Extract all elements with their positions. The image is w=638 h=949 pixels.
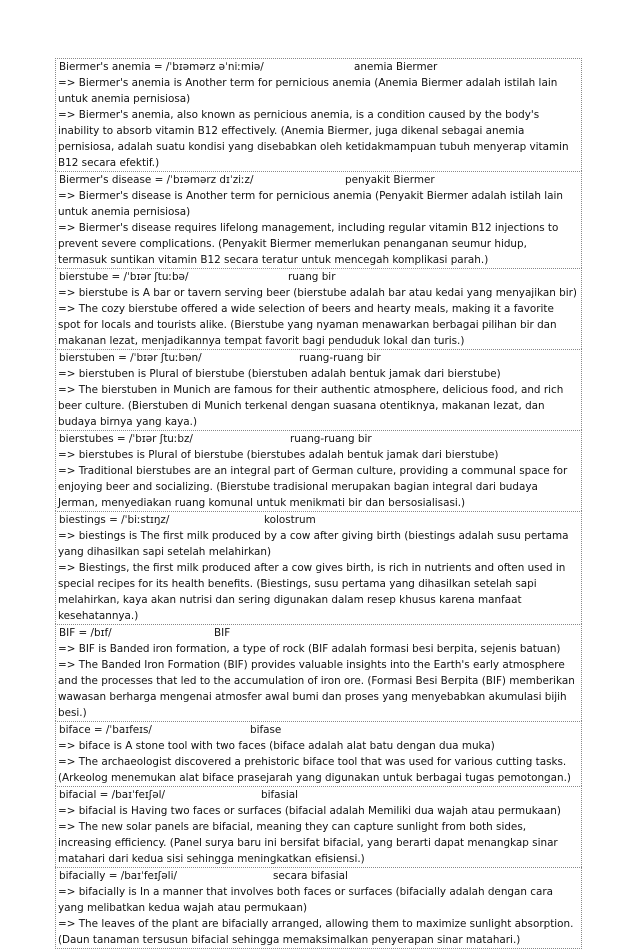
entry-definition: => bierstubes is Plural of bierstube (bierstubes adalah bentuk jamak dari bierstube)	[58, 449, 499, 461]
entry-term: bifacial = /baɪˈfeɪʃəl/	[59, 789, 166, 801]
entry-translation: bifase	[250, 724, 282, 736]
entry-example: => Biermer's disease requires lifelong management, including regular vitamin B12 injections to prevent severe complications. (Penyakit Biermer memerlukan penanganan seumur hidup, termasuk suntikan vitamin B12 secara teratur untuk mencegah komplikasi parah.)	[58, 222, 559, 266]
entry-translation: kolostrum	[264, 514, 316, 526]
vocabulary-list	[55, 58, 582, 949]
entry-definition: => bifacially is In a manner that involves both faces or surfaces (bifacially adalah dengan cara yang melibatkan kedua wajah atau permukaan)	[58, 886, 553, 914]
entry-definition: => Biermer's anemia is Another term for pernicious anemia (Anemia Biermer adalah istilah lain untuk anemia pernisiosa)	[58, 77, 558, 105]
entry-translation: ruang bir	[288, 271, 336, 283]
entry-translation: ruang-ruang bir	[299, 352, 381, 364]
entry-term: Biermer's disease = /ˈbɪəmərz dɪˈziːz/	[59, 174, 254, 186]
entry-example: => The new solar panels are bifacial, meaning they can capture sunlight from both sides, increasing efficiency. (Panel surya baru ini bersifat bifacial, yang berarti dapat menangkap sinar matahari dari kedua sisi sehingga meningkatkan efisiensi.)	[58, 821, 558, 865]
entry-example: => The archaeologist discovered a prehistoric biface tool that was used for various cutting tasks. (Arkeolog menemukan alat biface prasejarah yang digunakan untuk berbagai tugas pemotongan.)	[58, 756, 571, 784]
entry-term: BIF = /bɪf/	[59, 627, 112, 639]
entry-translation: bifasial	[261, 789, 299, 801]
entry-bierstubes	[55, 430, 582, 511]
entry-biface	[55, 721, 582, 786]
entry-example: => The Banded Iron Formation (BIF) provides valuable insights into the Earth's early atmosphere and the processes that led to the accumulation of iron ore. (Formasi Besi Berpita (BIF) memberikan wawasan berharga mengenai atmosfer awal bumi dan proses yang menyebabkan akumulasi bijih besi.)	[58, 659, 575, 719]
entry-translation: ruang-ruang bir	[290, 433, 372, 445]
entry-definition: => bifacial is Having two faces or surfaces (bifacial adalah Memiliki dua wajah atau permukaan)	[58, 805, 561, 817]
entry-example: => The leaves of the plant are bifacially arranged, allowing them to maximize sunlight absorption. (Daun tanaman tersusun bifacial sehingga memaksimalkan penyerapan sinar matahari.)	[58, 918, 574, 946]
entry-biestings	[55, 511, 582, 624]
entry-term: bifacially = /baɪˈfeɪʃəli/	[59, 870, 177, 882]
entry-term: biface = /ˈbaɪfeɪs/	[59, 724, 152, 736]
entry-example: => Biermer's anemia, also known as pernicious anemia, is a condition caused by the body's inability to absorb vitamin B12 effectively. (Anemia Biermer, juga dikenal sebagai anemia pernisiosa, adalah suatu kondisi yang disebabkan oleh ketidakmampuan tubuh menyerap vitamin B12 secara efektif.)	[58, 109, 569, 169]
entry-definition: => bierstube is A bar or tavern serving beer (bierstube adalah bar atau kedai yang menyajikan bir)	[58, 287, 577, 299]
entry-example: => The bierstuben in Munich are famous for their authentic atmosphere, delicious food, and rich beer culture. (Bierstuben di Munich terkenal dengan suasana otentiknya, makanan lezat, dan budaya birnya yang kaya.)	[58, 384, 564, 428]
entry-translation: BIF	[214, 627, 231, 639]
entry-translation: anemia Biermer	[354, 61, 438, 73]
entry-translation: secara bifasial	[273, 870, 348, 882]
entry-definition: => BIF is Banded iron formation, a type of rock (BIF adalah formasi besi berpita, sejenis batuan)	[58, 643, 561, 655]
entry-definition: => bierstuben is Plural of bierstube (bierstuben adalah bentuk jamak dari bierstube)	[58, 368, 501, 380]
entry-definition: => Biermer's disease is Another term for pernicious anemia (Penyakit Biermer adalah istilah lain untuk anemia pernisiosa)	[58, 190, 563, 218]
entry-bierstuben	[55, 349, 582, 430]
entry-term: Biermer's anemia = /ˈbɪəmərz əˈniːmiə/	[59, 61, 264, 73]
entry-bierstube	[55, 268, 582, 349]
entry-term: bierstube = /ˈbɪər ʃtuːbə/	[59, 271, 189, 283]
entry-biermers-disease	[55, 171, 582, 268]
entry-biermers-anemia	[55, 58, 582, 171]
entry-definition: => biestings is The first milk produced by a cow after giving birth (biestings adalah susu pertama yang dihasilkan sapi setelah melahirkan)	[58, 530, 569, 558]
entry-term: bierstuben = /ˈbɪər ʃtuːbən/	[59, 352, 202, 364]
entry-example: => Biestings, the first milk produced after a cow gives birth, is rich in nutrients and often used in special recipes for its health benefits. (Biestings, susu pertama yang dihasilkan setelah sapi melahirkan, kaya akan nutrisi dan sering digunakan dalam resep khusus karena manfaat kesehatannya.)	[58, 562, 566, 622]
entry-term: biestings = /ˈbiːstɪŋz/	[59, 514, 170, 526]
entry-bifacially	[55, 867, 582, 949]
entry-example: => The cozy bierstube offered a wide selection of beers and hearty meals, making it a favorite spot for locals and tourists alike. (Bierstube yang nyaman menawarkan berbagai pilihan bir dan makanan lezat, menjadikannya tempat favorit bagi penduduk lokal dan turis.)	[58, 303, 557, 347]
entry-definition: => biface is A stone tool with two faces (biface adalah alat batu dengan dua muka)	[58, 740, 495, 752]
entry-bif	[55, 624, 582, 721]
entry-term: bierstubes = /ˈbɪər ʃtuːbz/	[59, 433, 193, 445]
entry-translation: penyakit Biermer	[345, 174, 435, 186]
entry-bifacial	[55, 786, 582, 867]
entry-example: => Traditional bierstubes are an integral part of German culture, providing a communal space for enjoying beer and socializing. (Bierstube tradisional merupakan bagian integral dari budaya Jerman, menyediakan ruang komunal untuk menikmati bir dan bersosialisasi.)	[58, 465, 568, 509]
